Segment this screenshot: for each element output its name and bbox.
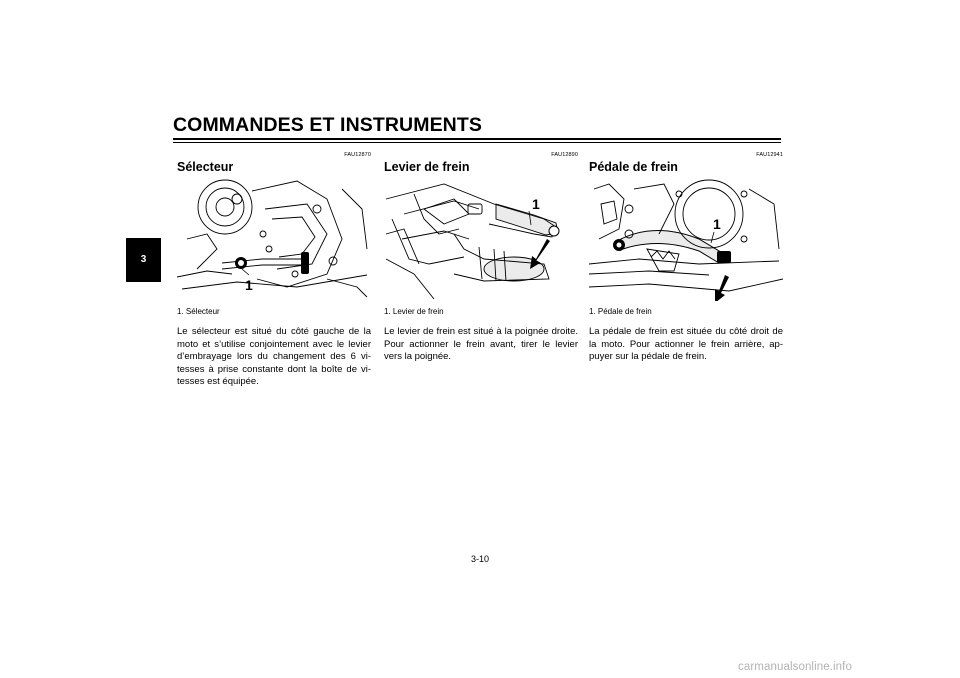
section-heading: Pédale de frein [589, 160, 678, 174]
section-body: Le sélecteur est situé du côté gauche de la moto et s’utilise conjointement avec le levier d’embrayage lors du changement des 6 vi-tesses à prise constante dont la boîte de vi-tesses est équipée. [177, 326, 371, 387]
header-rule-thick [173, 138, 781, 140]
callout-number: 1 [713, 216, 721, 232]
watermark: carmanualsonline.info [738, 661, 852, 673]
header-rule-thin [173, 142, 781, 143]
brake-lever-illustration [384, 179, 578, 301]
section-selecteur [177, 151, 371, 389]
section-code: FAU12870 [344, 152, 371, 158]
section-code: FAU12890 [551, 152, 578, 158]
section-heading: Sélecteur [177, 160, 234, 174]
section-levier-de-frein [384, 151, 578, 364]
section-pedale-de-frein [589, 151, 783, 364]
section-code: FAU12941 [756, 152, 783, 158]
callout-number: 1 [245, 277, 253, 293]
page-title: COMMANDES ET INSTRUMENTS [173, 114, 482, 136]
section-body: La pédale de frein est située du côté droit de la moto. Pour actionner le frein arrière, ap-puyer sur la pédale de frein. [589, 326, 783, 362]
page-number: 3-10 [470, 554, 489, 564]
callout-number: 1 [532, 196, 540, 212]
section-heading: Levier de frein [384, 160, 470, 174]
chapter-tab: 3 [126, 238, 161, 282]
brake-pedal-illustration [589, 179, 783, 301]
figure-caption: 1. Levier de frein [384, 307, 444, 316]
section-body: Le levier de frein est situé à la poignée droite. Pour actionner le frein avant, tirer le levier vers la poignée. [384, 326, 578, 362]
figure-caption: 1. Sélecteur [177, 307, 220, 316]
shift-pedal-illustration [177, 179, 371, 301]
figure-caption: 1. Pédale de frein [589, 307, 652, 316]
